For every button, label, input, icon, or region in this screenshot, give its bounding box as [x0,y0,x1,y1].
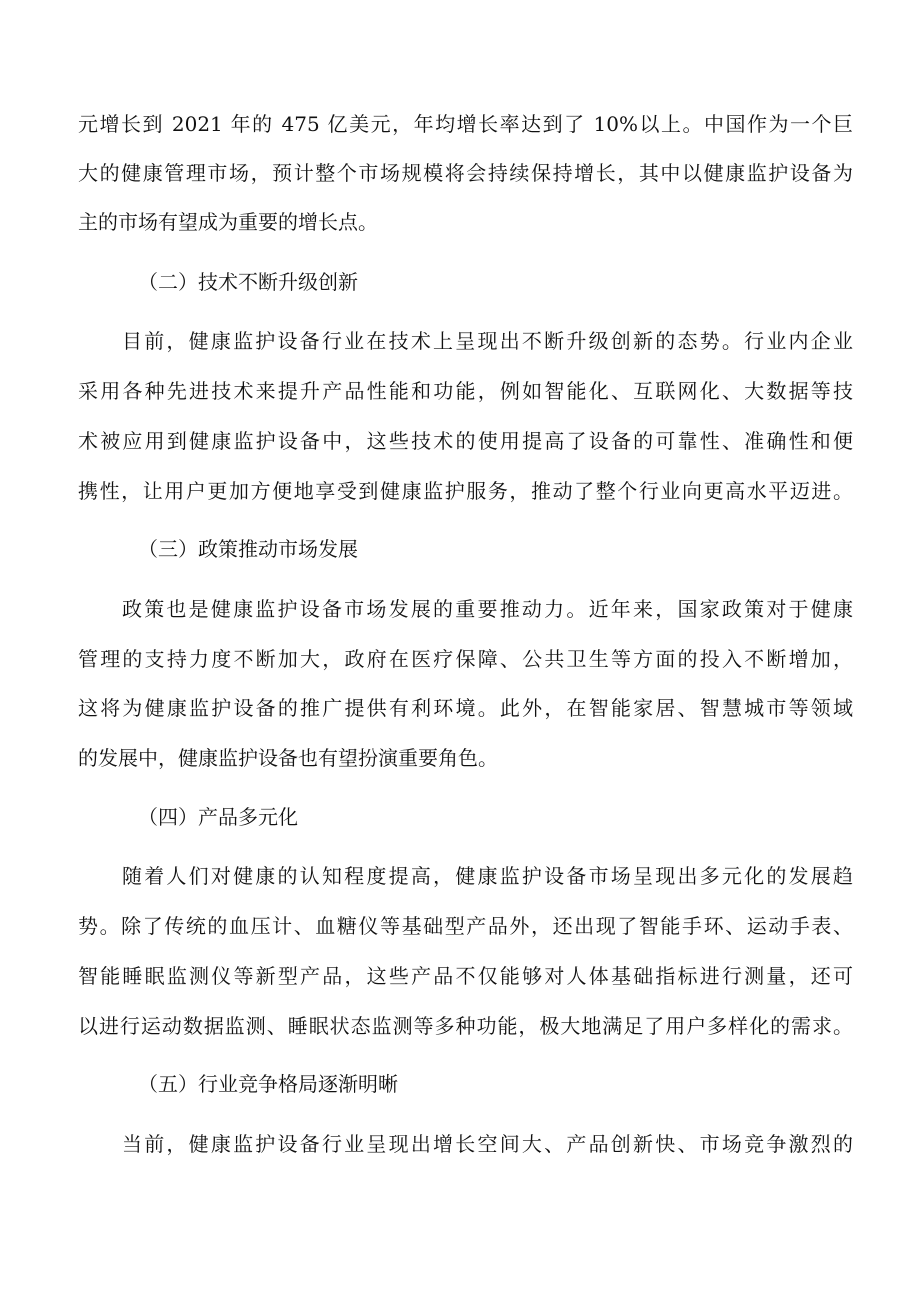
paragraph-line: 随着人们对健康的认知程度提高，健康监护设备市场呈现出多元化的发展趋 [122,864,853,888]
section-heading: （三）政策推动市场发展 [138,537,358,561]
paragraph-line: 采用各种先进技术来提升产品性能和功能，例如智能化、互联网化、大数据等技 [78,379,853,403]
paragraph-line: 携性，让用户更加方便地享受到健康监护服务，推动了整个行业向更高水平迈进。 [78,479,853,503]
paragraph-line: 主的市场有望成为重要的增长点。 [78,210,378,234]
paragraph-line: 术被应用到健康监护设备中，这些技术的使用提高了设备的可靠性、准确性和便 [78,429,853,453]
section-heading: （四）产品多元化 [138,805,298,829]
paragraph-line: 管理的支持力度不断加大，政府在医疗保障、公共卫生等方面的投入不断增加， [78,647,853,671]
paragraph-line: 目前，健康监护设备行业在技术上呈现出不断升级创新的态势。行业内企业 [122,329,853,353]
paragraph-line: 以进行运动数据监测、睡眠状态监测等多种功能，极大地满足了用户多样化的需求。 [78,1014,853,1038]
paragraph-line: 政策也是健康监护设备市场发展的重要推动力。近年来，国家政策对于健康 [122,597,853,621]
paragraph-line: 的发展中，健康监护设备也有望扮演重要角色。 [78,746,498,770]
section-heading: （二）技术不断升级创新 [138,270,358,294]
paragraph-line: 当前，健康监护设备行业呈现出增长空间大、产品创新快、市场竞争激烈的 [122,1132,853,1156]
paragraph-line: 大的健康管理市场，预计整个市场规模将会持续保持增长，其中以健康监护设备为 [78,161,853,185]
paragraph-line: 元增长到 2021 年的 475 亿美元，年均增长率达到了 10%以上。中国作为一个巨 [78,112,853,136]
paragraph-line: 这将为健康监护设备的推广提供有利环境。此外，在智能家居、智慧城市等领域 [78,696,853,720]
paragraph-line: 势。除了传统的血压计、血糖仪等基础型产品外，还出现了智能手环、运动手表、 [78,914,853,938]
section-heading: （五）行业竞争格局逐渐明晰 [138,1072,398,1096]
paragraph-line: 智能睡眠监测仪等新型产品，这些产品不仅能够对人体基础指标进行测量，还可 [78,964,853,988]
